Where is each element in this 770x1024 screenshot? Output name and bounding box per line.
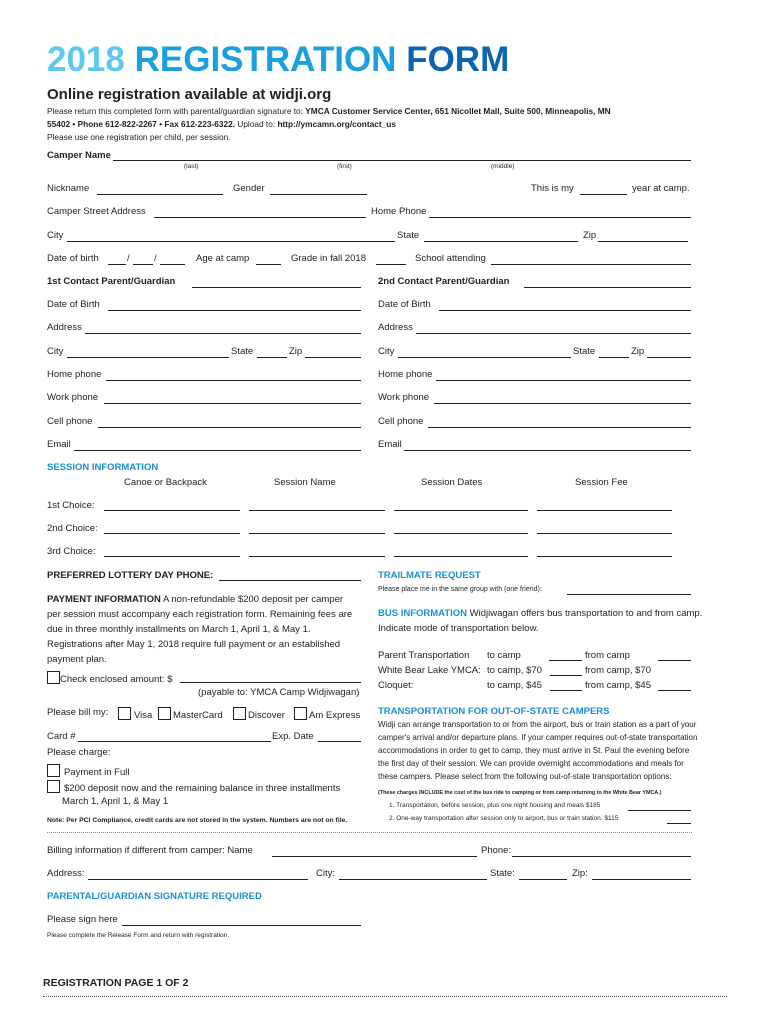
lottery-phone-field[interactable]: [219, 580, 361, 581]
session-col-fee: Session Fee: [575, 477, 628, 488]
pci-note: Note: Per PCI Compliance, credit cards are not stored in the system. Numbers are not on file.: [47, 817, 348, 824]
school-label: School attending: [415, 253, 486, 264]
first-caption: (first): [337, 163, 352, 170]
visa-option[interactable]: [118, 707, 152, 721]
contact2-email-label: Email: [378, 439, 402, 450]
contact1-email-label: Email: [47, 439, 71, 450]
choice2-name-field[interactable]: [249, 533, 385, 534]
payable-note: (payable to: YMCA Camp Widjiwagan): [198, 687, 360, 698]
billing-zip-field[interactable]: [592, 879, 691, 880]
year-at-camp-field[interactable]: [580, 194, 627, 195]
visa-checkbox[interactable]: [118, 707, 131, 720]
bus-row-wbl-label: White Bear Lake YMCA:: [378, 665, 481, 676]
grade-field[interactable]: [376, 264, 406, 265]
city-label: City: [47, 230, 64, 241]
instructions-line1: [47, 105, 611, 118]
age-field[interactable]: [256, 264, 281, 265]
street-label: Camper Street Address: [47, 206, 146, 217]
bill-my-label: Please bill my:: [47, 707, 109, 718]
bus-info: [378, 606, 708, 636]
payment-heading: PAYMENT INFORMATION: [47, 594, 161, 605]
billing-city-label: City:: [316, 868, 335, 879]
check-enclosed-row: [47, 671, 172, 685]
contact1-state-field[interactable]: [257, 357, 287, 358]
transport-option2-field[interactable]: [667, 823, 691, 824]
contact1-work-phone-label: Work phone: [47, 392, 99, 403]
billing-phone-field[interactable]: [512, 856, 691, 857]
city-field[interactable]: [67, 241, 395, 242]
billing-address-field[interactable]: [88, 879, 308, 880]
bus-row-cloquet-to: to camp, $45: [487, 680, 542, 691]
release-note: Please complete the Release Form and return with registration.: [47, 932, 230, 939]
discover-checkbox[interactable]: [233, 707, 246, 720]
session-heading: SESSION INFORMATION: [47, 462, 159, 473]
payment-info: [47, 592, 357, 667]
billing-zip-label: Zip:: [572, 868, 588, 879]
bus-row-parent-from: from camp: [585, 650, 630, 661]
home-phone-label: Home Phone: [371, 206, 427, 217]
visa-label: Visa: [134, 710, 153, 721]
choice3-label: 3rd Choice:: [47, 546, 96, 557]
choice2-canoe-field[interactable]: [104, 533, 240, 534]
middle-caption: (middle): [491, 163, 515, 170]
home-phone-field[interactable]: [429, 217, 691, 218]
contact2-email-field[interactable]: [404, 450, 691, 451]
contact1-email-field[interactable]: [74, 450, 361, 451]
choice3-fee-field[interactable]: [537, 556, 672, 557]
footer-divider: [43, 996, 727, 997]
discover-label: Discover: [248, 710, 285, 721]
session-col-canoe: Canoe or Backpack: [124, 477, 207, 488]
contact1-heading: 1st Contact Parent/Guardian: [47, 276, 176, 287]
check-enclosed-label: Check enclosed amount: $: [60, 674, 173, 685]
billing-state-field[interactable]: [519, 879, 567, 880]
signature-heading: PARENTAL/GUARDIAN SIGNATURE REQUIRED: [47, 891, 262, 902]
gender-label: Gender: [233, 183, 265, 194]
section-divider: [47, 832, 692, 833]
signature-field[interactable]: [122, 925, 361, 926]
payment-full-checkbox[interactable]: [47, 764, 60, 777]
instructions-upload: Upload to:: [235, 119, 278, 129]
choice3-dates-field[interactable]: [394, 556, 528, 557]
billing-city-field[interactable]: [339, 879, 487, 880]
contact2-city-field[interactable]: [398, 357, 571, 358]
choice3-canoe-field[interactable]: [104, 556, 240, 557]
contact1-cell-phone-label: Cell phone: [47, 416, 93, 427]
camper-name-label: Camper Name: [47, 150, 111, 161]
contact2-address-field[interactable]: [416, 333, 691, 334]
state-field[interactable]: [424, 241, 578, 242]
deposit-option[interactable]: [47, 780, 340, 794]
exp-label: Exp. Date: [272, 731, 314, 742]
instructions-text: Please return this completed form with parental/guardian signature to:: [47, 106, 306, 116]
session-col-name: Session Name: [274, 477, 336, 488]
state-label: State: [397, 230, 420, 241]
discover-option[interactable]: [233, 707, 285, 721]
bus-text: Widjiwagan offers bus transportation to and from camp. Indicate mode of transportation below.: [378, 608, 703, 634]
choice3-name-field[interactable]: [249, 556, 385, 557]
contact2-state-field[interactable]: [599, 357, 629, 358]
amex-checkbox[interactable]: [294, 707, 307, 720]
payment-text: A non-refundable $200 deposit per camper per session must accompany each registration form. Remaining fees are due in three monthly installments on March 1, April 1, & May 1. Registrations after May 1, 2018 require full payment or an established payment plan.: [47, 594, 353, 665]
contact1-home-phone-field[interactable]: [106, 380, 361, 381]
card-label: Card #: [47, 731, 76, 742]
contact1-zip-label: Zip: [289, 346, 303, 357]
school-field[interactable]: [491, 264, 691, 265]
this-is-my-label: This is my: [531, 183, 574, 194]
sign-here-label: Please sign here: [47, 914, 118, 925]
trailmate-text: Please place me in the same group with (one friend):: [378, 586, 542, 593]
payment-full-option[interactable]: [47, 764, 129, 778]
contact2-cell-phone-label: Cell phone: [378, 416, 424, 427]
dob-slash: /: [127, 253, 130, 264]
deposit-checkbox[interactable]: [47, 780, 60, 793]
grade-label: Grade in fall 2018: [291, 253, 366, 264]
contact2-zip-field[interactable]: [647, 357, 691, 358]
age-label: Age at camp: [196, 253, 250, 264]
lottery-phone-label: PREFERRED LOTTERY DAY PHONE:: [47, 570, 214, 581]
instructions-address: YMCA Customer Service Center, 651 Nicollet Mall, Suite 500, Minneapolis, MN: [305, 106, 611, 116]
street-field[interactable]: [154, 217, 366, 218]
contact2-cell-phone-field[interactable]: [428, 427, 691, 428]
contact1-address-field[interactable]: [85, 333, 361, 334]
card-number-field[interactable]: [78, 741, 271, 742]
choice1-dates-field[interactable]: [394, 510, 528, 511]
nickname-field[interactable]: [97, 194, 223, 195]
contact1-name-field[interactable]: [192, 287, 361, 288]
bus-row-wbl-to: to camp, $70: [487, 665, 542, 676]
bus-parent-from-field[interactable]: [658, 660, 691, 661]
please-charge-label: Please charge:: [47, 747, 111, 758]
contact2-name-field[interactable]: [524, 287, 691, 288]
mastercard-checkbox[interactable]: [158, 707, 171, 720]
choice1-fee-field[interactable]: [537, 510, 672, 511]
transport-text: Widji can arrange transportation to or from the airport, bus or train station as a part of your camper's arrival and/or departure plans. If your camper requires out-of-state transportation accommodations in order to get to camp, they must arrive in St. Paul the evening before the first day of their session. We can provide overnight accommodations and meals for these campers. Please select from the following out-of-state transportation options:: [378, 720, 698, 781]
page-title: [47, 40, 509, 80]
bus-row-cloquet-from: from camp, $45: [585, 680, 651, 691]
zip-label: Zip: [583, 230, 597, 241]
contact1-city-field[interactable]: [67, 357, 229, 358]
contact2-home-phone-label: Home phone: [378, 369, 433, 380]
bus-row-cloquet-label: Cloquet:: [378, 680, 414, 691]
exp-date-field[interactable]: [318, 741, 361, 742]
choice1-canoe-field[interactable]: [104, 510, 240, 511]
contact2-home-phone-field[interactable]: [436, 380, 691, 381]
contact1-address-label: Address: [47, 322, 82, 333]
contact2-work-phone-field[interactable]: [434, 403, 691, 404]
contact2-city-label: City: [378, 346, 395, 357]
session-col-dates: Session Dates: [421, 477, 483, 488]
billing-state-label: State:: [490, 868, 515, 879]
contact2-state-label: State: [573, 346, 596, 357]
contact1-city-label: City: [47, 346, 64, 357]
instructions-line3: Please use one registration per child, per session.: [47, 132, 231, 142]
gender-field[interactable]: [270, 194, 367, 195]
contact2-work-phone-label: Work phone: [378, 392, 430, 403]
payment-full-label: Payment in Full: [64, 767, 130, 778]
contact1-work-phone-field[interactable]: [104, 403, 361, 404]
bus-parent-to-field[interactable]: [549, 660, 582, 661]
dob-label: Date of birth: [47, 253, 99, 264]
transport-heading: TRANSPORTATION FOR OUT-OF-STATE CAMPERS: [378, 706, 610, 717]
billing-info-label: Billing information if different from camper: Name: [47, 845, 253, 856]
page-footer: REGISTRATION PAGE 1 OF 2: [43, 977, 189, 989]
choice2-label: 2nd Choice:: [47, 523, 98, 534]
trailmate-heading: TRAILMATE REQUEST: [378, 570, 481, 581]
contact1-cell-phone-field[interactable]: [98, 427, 361, 428]
transport-option1[interactable]: 1. Transportation, before session, plus one night housing and meals $185: [389, 802, 601, 809]
bus-cloquet-to-field[interactable]: [550, 690, 582, 691]
contact1-dob-field[interactable]: [108, 310, 361, 311]
transport-option1-field[interactable]: [628, 810, 691, 811]
transport-option2[interactable]: 2. One-way transportation after session only to airport, bus or train station. $115: [389, 815, 619, 822]
instructions-url[interactable]: http://ymcamn.org/contact_us: [277, 119, 396, 129]
bus-row-parent-label: Parent Transportation: [378, 650, 470, 661]
billing-address-label: Address:: [47, 868, 85, 879]
check-amount-field[interactable]: [180, 682, 361, 683]
bus-cloquet-from-field[interactable]: [658, 690, 691, 691]
transport-charges: (These charges INCLUDE the cost of the bus ride to camping or from camp returning to the White Bear YMCA.): [378, 790, 662, 796]
contact2-address-label: Address: [378, 322, 413, 333]
contact2-dob-field[interactable]: [439, 310, 691, 311]
dob-month-field[interactable]: [108, 264, 126, 265]
choice2-dates-field[interactable]: [394, 533, 528, 534]
deposit-dates: March 1, April 1, & May 1: [62, 796, 169, 807]
camper-name-field[interactable]: [113, 160, 691, 161]
contact2-zip-label: Zip: [631, 346, 645, 357]
nickname-label: Nickname: [47, 183, 90, 194]
contact2-heading: 2nd Contact Parent/Guardian: [378, 276, 510, 287]
choice2-fee-field[interactable]: [537, 533, 672, 534]
check-enclosed-checkbox[interactable]: [47, 671, 60, 684]
year-at-camp-label: year at camp.: [632, 183, 690, 194]
bus-row-parent-to: to camp: [487, 650, 521, 661]
title-year: 2018: [47, 40, 125, 79]
instructions-line2: [47, 118, 396, 131]
deposit-label: $200 deposit now and the remaining balance in three installments: [64, 783, 341, 794]
bus-heading: BUS INFORMATION: [378, 608, 468, 619]
contact1-zip-field[interactable]: [305, 357, 361, 358]
contact2-dob-label: Date of Birth: [378, 299, 431, 310]
instructions-phone-fax: 55402 • Phone 612-822-2267 • Fax 612-223-6322.: [47, 119, 236, 129]
amex-option[interactable]: [294, 707, 360, 721]
title-registration: REGISTRATION: [134, 40, 397, 79]
contact1-state-label: State: [231, 346, 254, 357]
bus-row-wbl-from: from camp, $70: [585, 665, 651, 676]
billing-phone-label: Phone:: [481, 845, 512, 856]
subtitle: Online registration available at widji.org: [47, 86, 332, 103]
contact1-dob-label: Date of Birth: [47, 299, 100, 310]
dob-year-field[interactable]: [160, 264, 185, 265]
amex-label: Am Express: [309, 710, 361, 721]
zip-field[interactable]: [598, 241, 688, 242]
title-form: FORM: [406, 40, 510, 79]
choice1-label: 1st Choice:: [47, 500, 95, 511]
dob-day-field[interactable]: [133, 264, 153, 265]
last-caption: (last): [184, 163, 199, 170]
contact1-home-phone-label: Home phone: [47, 369, 102, 380]
bus-wbl-to-field[interactable]: [550, 675, 582, 676]
mastercard-option[interactable]: [158, 707, 223, 721]
dob-slash: /: [154, 253, 157, 264]
trailmate-field[interactable]: [567, 594, 691, 595]
billing-name-field[interactable]: [272, 856, 477, 857]
choice1-name-field[interactable]: [249, 510, 385, 511]
mastercard-label: MasterCard: [173, 710, 223, 721]
